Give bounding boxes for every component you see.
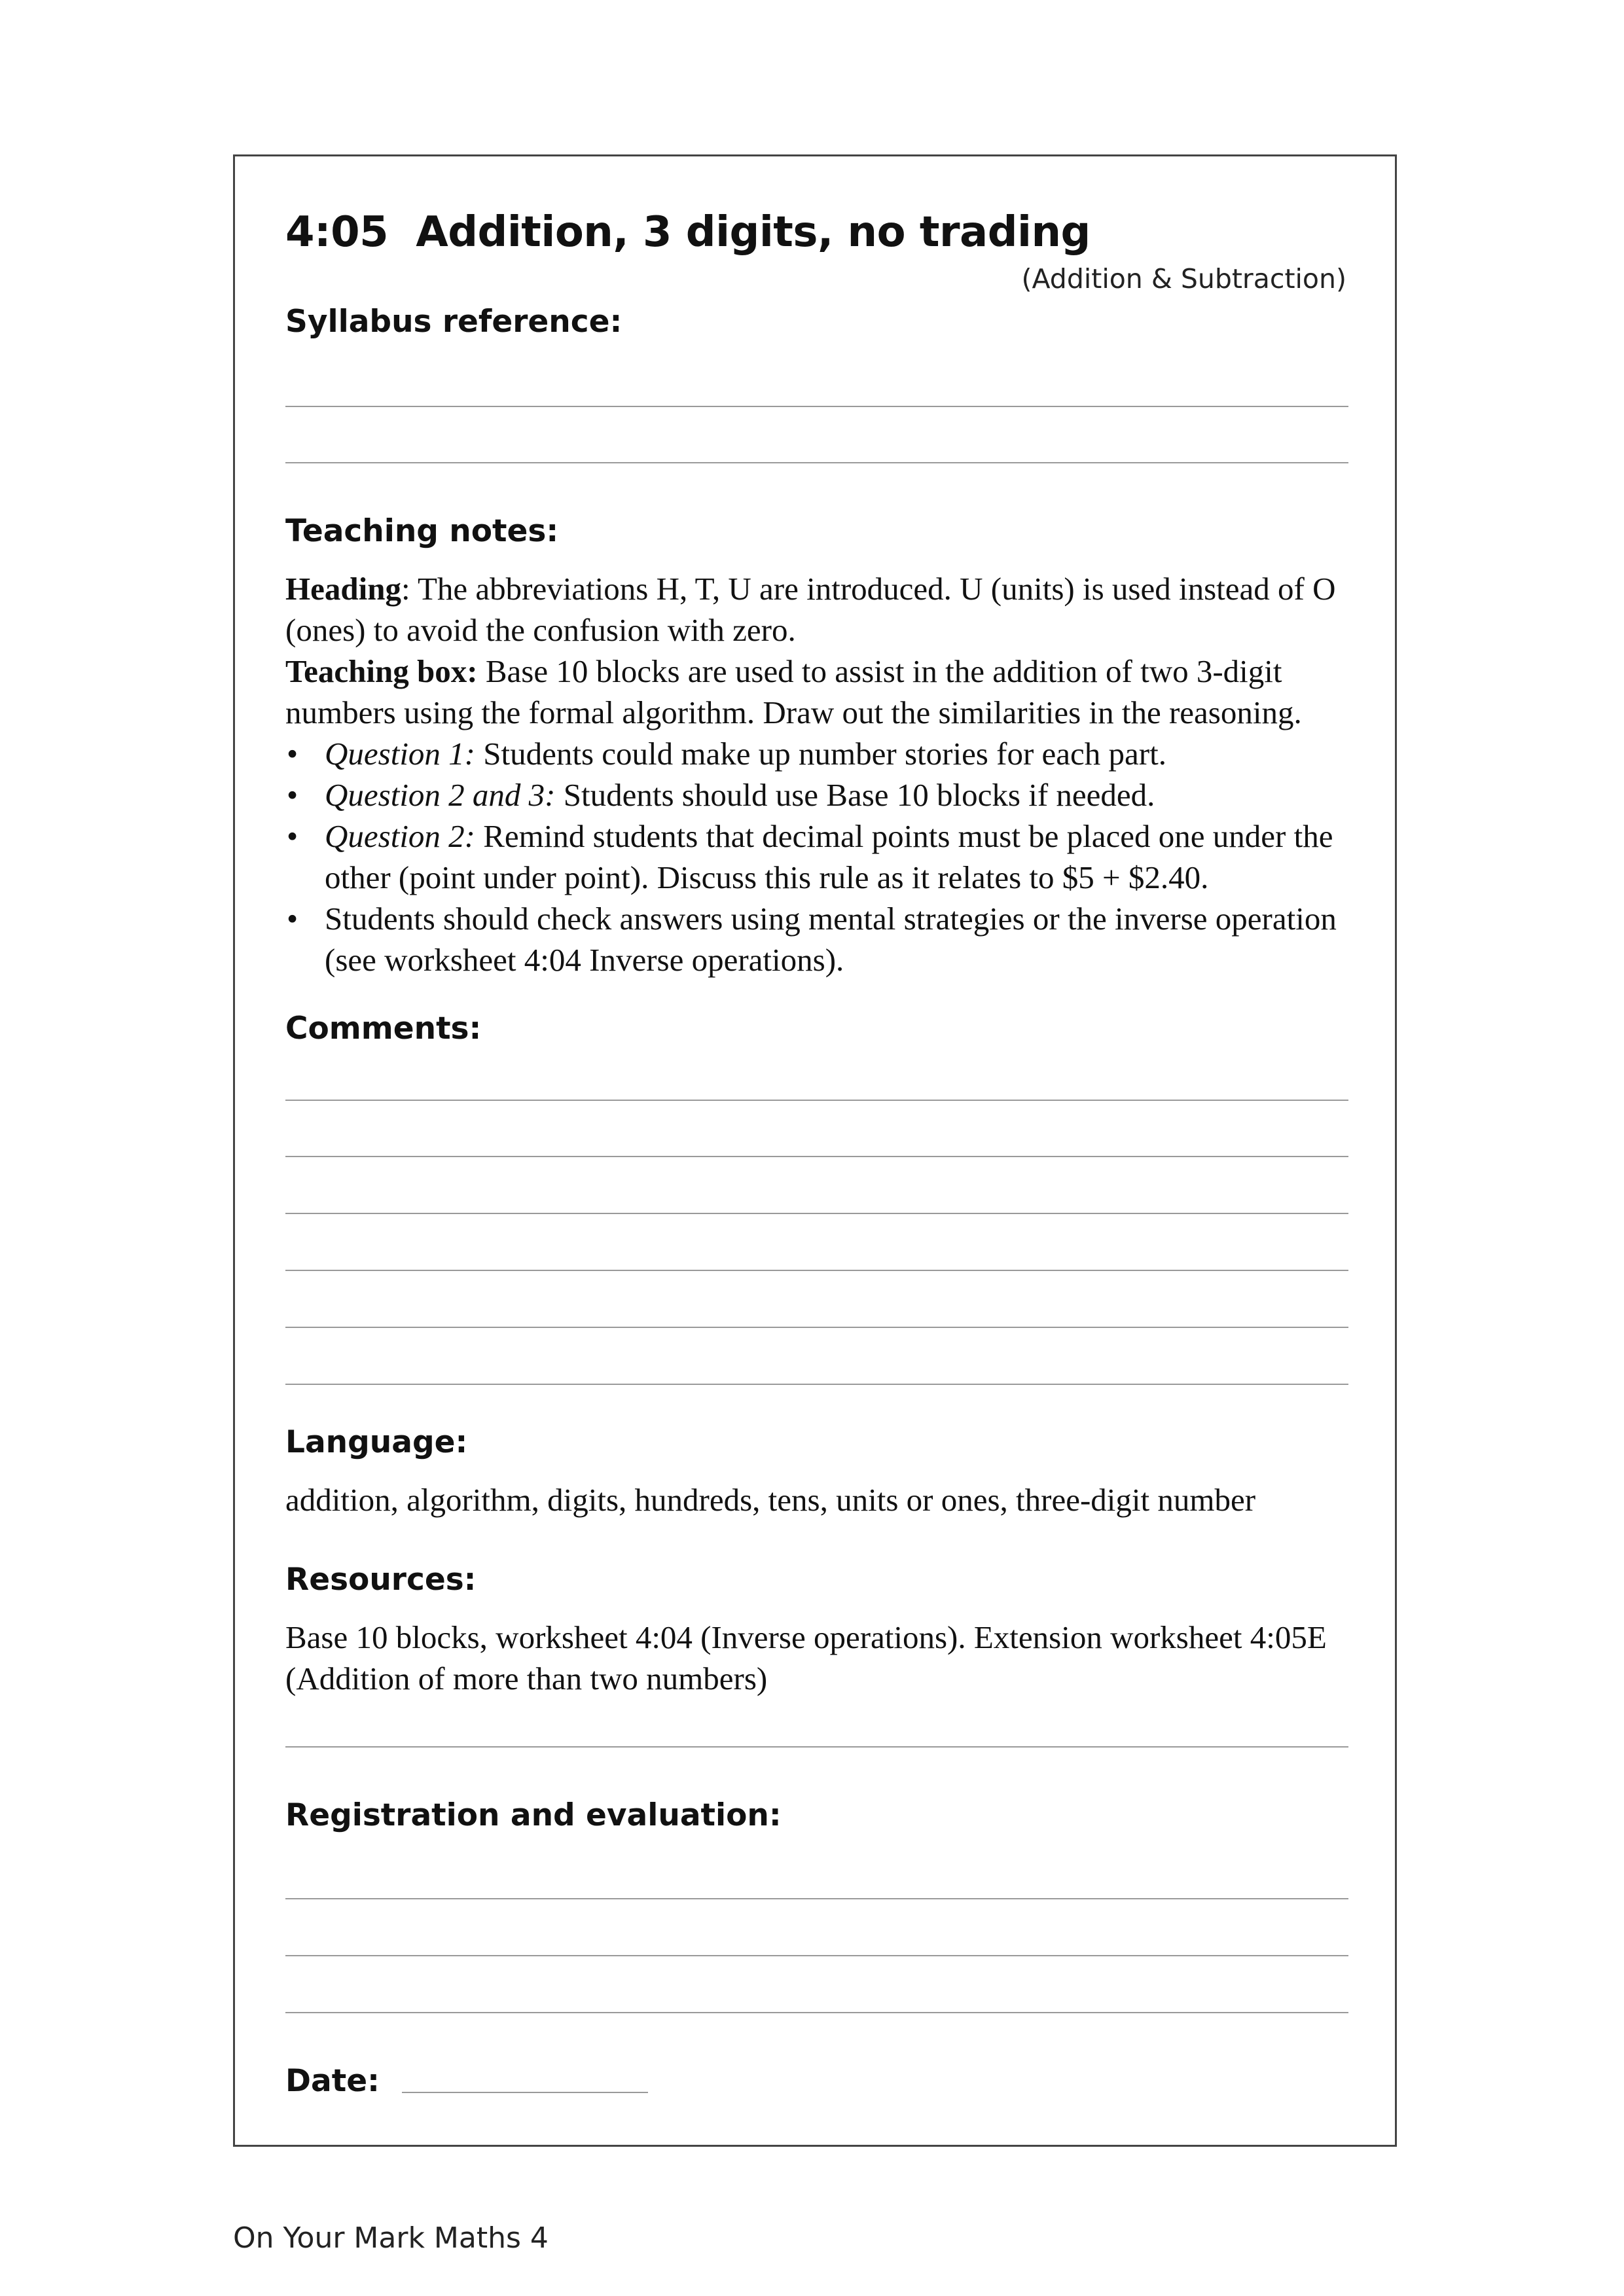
teaching-notes-body [285, 568, 1359, 980]
strand-label: (Addition & Subtraction) [1021, 263, 1346, 295]
comments-line-5[interactable] [285, 1327, 1348, 1328]
registration-line-1[interactable] [285, 1898, 1348, 1899]
heading-label: Heading [285, 571, 401, 607]
resources-line[interactable] [285, 1746, 1348, 1748]
heading-paragraph: Heading: The abbreviations H, T, U are introduced. U (units) is used instead of O (ones) to avoid the confusion with zero. [285, 571, 1336, 648]
registration-line-3[interactable] [285, 2012, 1348, 2013]
date-label: Date: [285, 2063, 380, 2099]
teaching-notes-heading: Teaching notes: [285, 513, 559, 549]
page-frame [233, 154, 1397, 2147]
date-line[interactable] [402, 2092, 648, 2093]
comments-line-4[interactable] [285, 1270, 1348, 1271]
comments-line-6[interactable] [285, 1384, 1348, 1385]
resources-text: Base 10 blocks, worksheet 4:04 (Inverse operations). Extension worksheet 4:05E (Addition of more than two numbers) [285, 1619, 1327, 1696]
syllabus-line-1[interactable] [285, 406, 1348, 407]
resources-heading: Resources: [285, 1562, 477, 1598]
comments-line-1[interactable] [285, 1100, 1348, 1101]
syllabus-line-2[interactable] [285, 462, 1348, 463]
list-item: • Question 2: Remind students that decimal points must be placed one under the other (point under point). Discuss this rule as it relates to $5 + $2.40. [285, 816, 1359, 898]
teaching-box-paragraph: Teaching box: Base 10 blocks are used to assist in the addition of two 3-digit numbers using the formal algorithm. Draw out the similarities in the reasoning. [285, 653, 1302, 730]
registration-line-2[interactable] [285, 1955, 1348, 1956]
list-item: • Question 1: Students could make up number stories for each part. [285, 733, 1359, 774]
registration-heading: Registration and evaluation: [285, 1797, 782, 1833]
teaching-notes-list [285, 733, 1359, 980]
worksheet-title: Addition, 3 digits, no trading [416, 208, 1091, 257]
page-title [285, 208, 1091, 257]
comments-line-3[interactable] [285, 1213, 1348, 1214]
comments-line-2[interactable] [285, 1156, 1348, 1157]
language-text: addition, algorithm, digits, hundreds, tens, units or ones, three-digit number [285, 1482, 1256, 1518]
teaching-box-label: Teaching box: [285, 653, 478, 689]
list-item: • Question 2 and 3: Students should use Base 10 blocks if needed. [285, 774, 1359, 816]
worksheet-number: 4:05 [285, 208, 389, 257]
syllabus-heading: Syllabus reference: [285, 304, 623, 340]
language-heading: Language: [285, 1424, 468, 1460]
footer-text: On Your Mark Maths 4 [233, 2221, 549, 2255]
list-item: • Students should check answers using mental strategies or the inverse operation (see worksheet 4:04 Inverse operations). [285, 898, 1359, 980]
comments-heading: Comments: [285, 1011, 482, 1047]
